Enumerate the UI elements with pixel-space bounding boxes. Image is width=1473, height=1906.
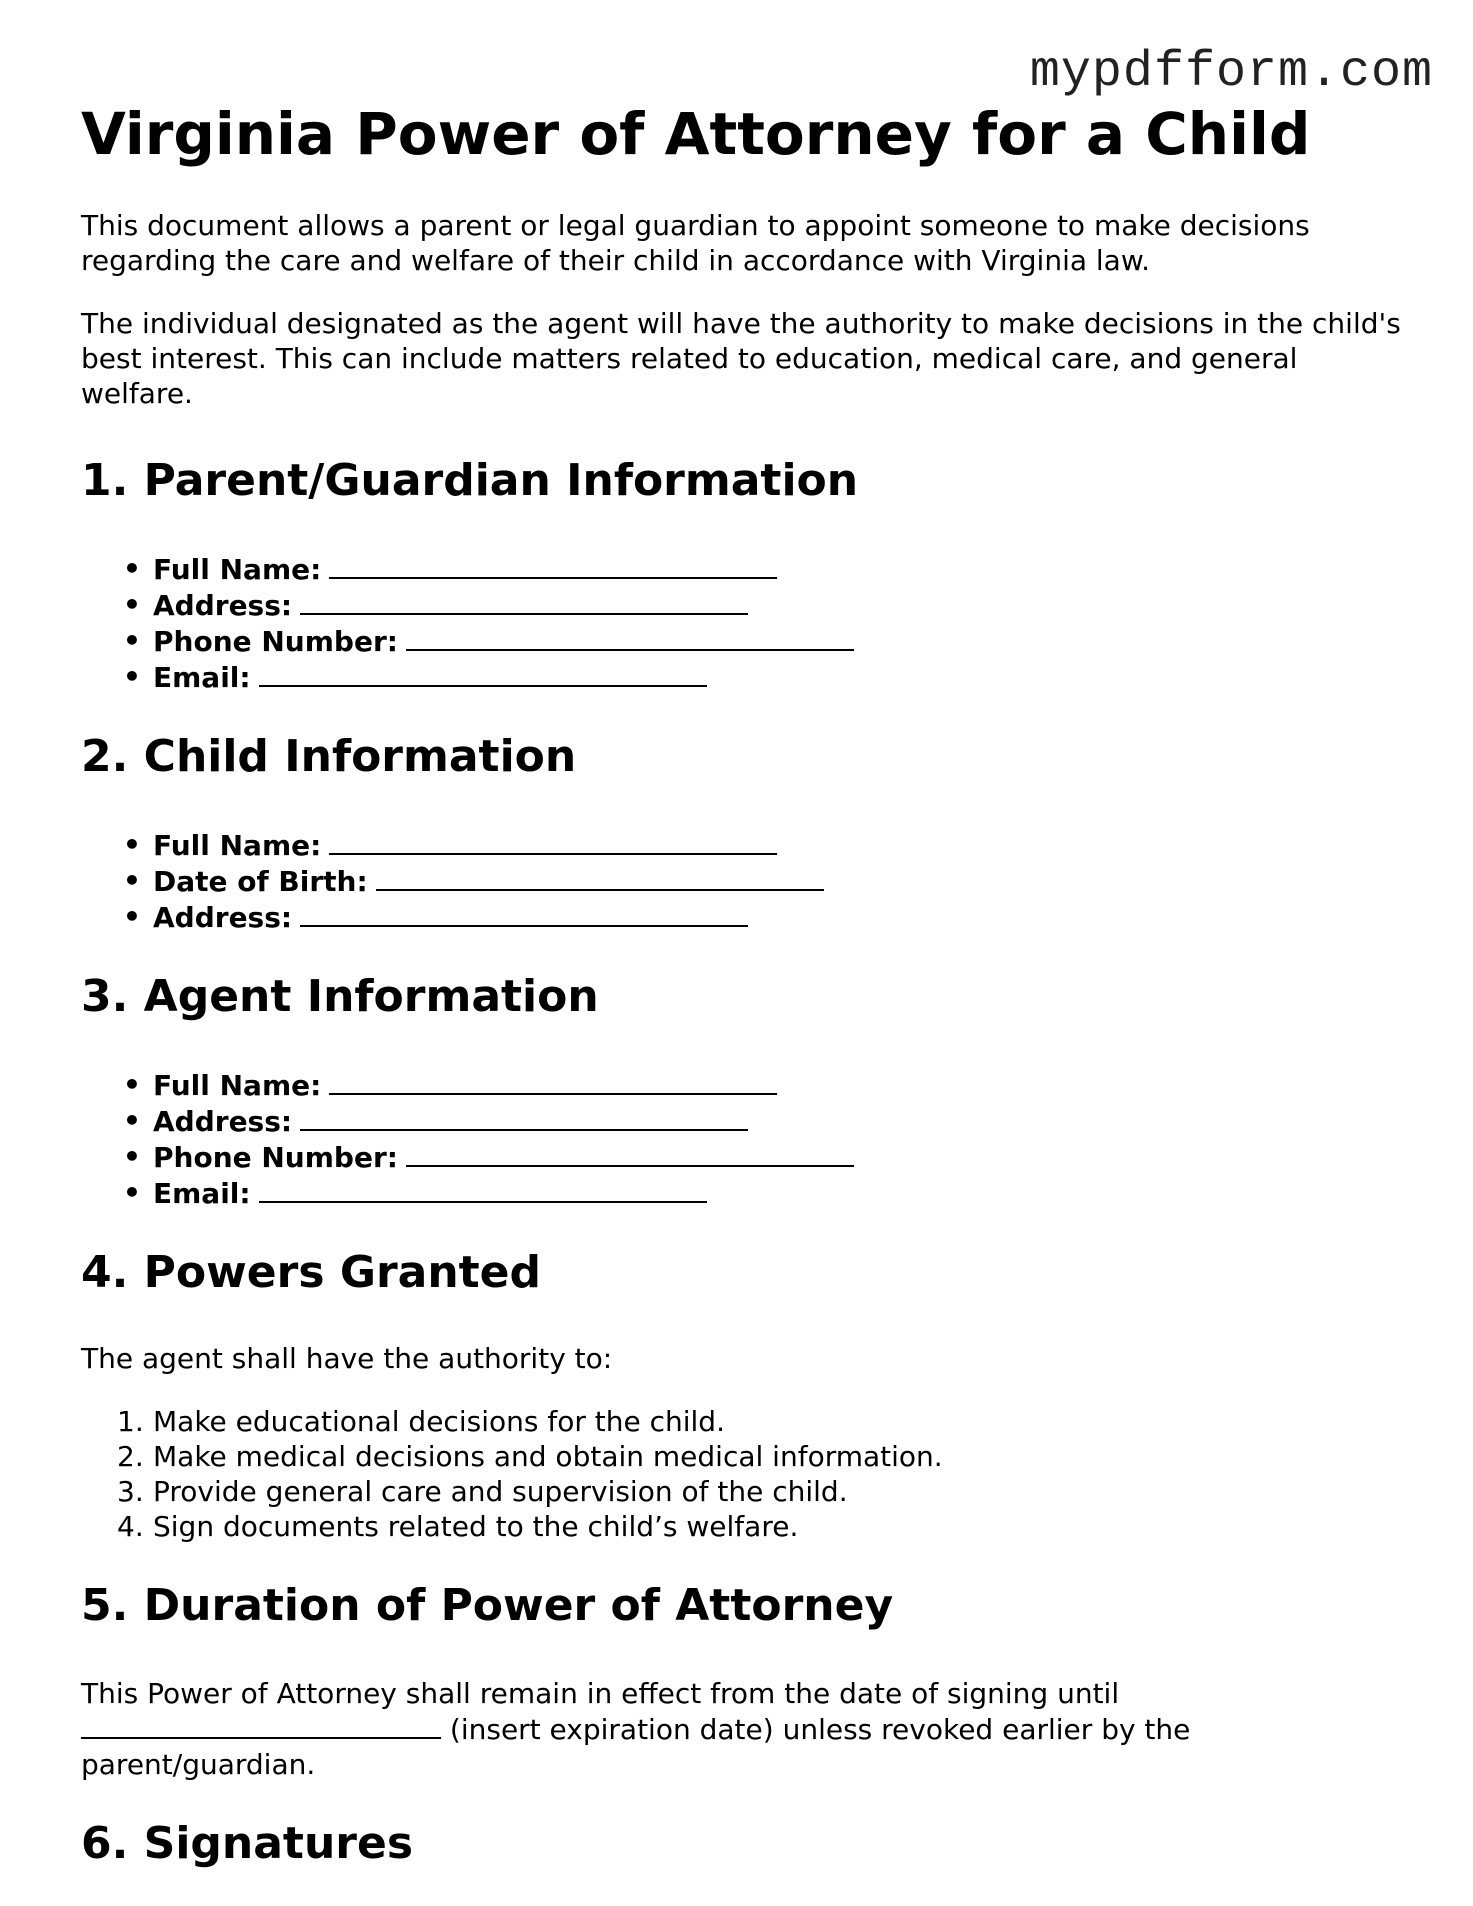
agent-fields-list — [81, 1067, 1401, 1211]
powers-lead-text: The agent shall have the authority to: — [81, 1341, 613, 1375]
bullet-icon: • — [123, 623, 141, 657]
list-item — [81, 1404, 1401, 1439]
field-label: Address: — [153, 588, 293, 622]
bullet-icon: • — [123, 587, 141, 621]
list-item — [81, 1474, 1401, 1509]
powers-list — [81, 1404, 1401, 1544]
list-item — [81, 1067, 1401, 1103]
document-title: Virginia Power of Attorney for a Child — [81, 100, 1311, 168]
intro-paragraph-1: This document allows a parent or legal guardian to appoint someone to make decisions regarding the care and welfare of their child in accordance with Virginia law. — [81, 208, 1310, 277]
bullet-icon: • — [123, 659, 141, 693]
field-label: Full Name: — [153, 828, 322, 862]
field-label: Date of Birth: — [153, 864, 368, 898]
power-item-text: Make medical decisions and obtain medical information. — [153, 1439, 943, 1473]
field-label: Phone Number: — [153, 624, 398, 658]
section-heading-signatures: 6. Signatures — [81, 1817, 414, 1869]
watermark: mypdfform.com — [1029, 44, 1433, 101]
field-label: Phone Number: — [153, 1140, 398, 1174]
bullet-icon: • — [123, 1103, 141, 1137]
list-item — [81, 1103, 1401, 1139]
agent-email-blank[interactable] — [259, 1175, 707, 1203]
list-item — [81, 623, 1401, 659]
list-item — [81, 899, 1401, 935]
section-heading-agent: 3. Agent Information — [81, 970, 599, 1022]
bullet-icon: • — [123, 1067, 141, 1101]
parent-address-blank[interactable] — [300, 587, 748, 615]
list-item — [81, 659, 1401, 695]
parent-email-blank[interactable] — [259, 659, 707, 687]
agent-phone-blank[interactable] — [406, 1139, 854, 1167]
bullet-icon: • — [123, 827, 141, 861]
parent-phone-blank[interactable] — [406, 623, 854, 651]
section-heading-duration: 5. Duration of Power of Attorney — [81, 1579, 894, 1631]
agent-address-blank[interactable] — [300, 1103, 748, 1131]
bullet-icon: • — [123, 551, 141, 585]
section-heading-powers: 4. Powers Granted — [81, 1246, 542, 1298]
child-fields-list — [81, 827, 1401, 935]
intro-paragraph-2: The individual designated as the agent will have the authority to make decisions in the child's best interest. This can include matters related to education, medical care, and general welfare. — [81, 306, 1401, 410]
duration-text-after: (insert expiration date) unless revoked earlier by the parent/guardian. — [81, 1712, 1191, 1781]
list-item — [81, 827, 1401, 863]
list-item — [81, 1509, 1401, 1544]
list-item — [81, 1175, 1401, 1211]
list-number: 1. — [117, 1404, 144, 1438]
expiration-date-blank[interactable] — [81, 1711, 441, 1739]
child-address-blank[interactable] — [300, 899, 748, 927]
list-item — [81, 587, 1401, 623]
bullet-icon: • — [123, 899, 141, 933]
duration-paragraph — [81, 1676, 1401, 1782]
field-label: Address: — [153, 1104, 293, 1138]
child-dob-blank[interactable] — [376, 863, 824, 891]
field-label: Full Name: — [153, 552, 322, 586]
list-number: 4. — [117, 1509, 144, 1543]
section-heading-child: 2. Child Information — [81, 730, 577, 782]
bullet-icon: • — [123, 1175, 141, 1209]
bullet-icon: • — [123, 1139, 141, 1173]
duration-text-before: This Power of Attorney shall remain in effect from the date of signing until — [81, 1676, 1120, 1710]
parent-full-name-blank[interactable] — [329, 551, 777, 579]
power-item-text: Make educational decisions for the child. — [153, 1404, 725, 1438]
power-item-text: Sign documents related to the child’s welfare. — [153, 1509, 799, 1543]
list-item — [81, 863, 1401, 899]
section-heading-parent: 1. Parent/Guardian Information — [81, 454, 859, 506]
agent-full-name-blank[interactable] — [329, 1067, 777, 1095]
field-label: Full Name: — [153, 1068, 322, 1102]
list-item — [81, 551, 1401, 587]
power-item-text: Provide general care and supervision of the child. — [153, 1474, 848, 1508]
list-item — [81, 1139, 1401, 1175]
document-page — [81, 100, 1401, 1874]
list-item — [81, 1439, 1401, 1474]
field-label: Email: — [153, 1176, 251, 1210]
list-number: 2. — [117, 1439, 144, 1473]
field-label: Address: — [153, 900, 293, 934]
bullet-icon: • — [123, 863, 141, 897]
child-full-name-blank[interactable] — [329, 827, 777, 855]
list-number: 3. — [117, 1474, 144, 1508]
parent-fields-list — [81, 551, 1401, 695]
field-label: Email: — [153, 660, 251, 694]
